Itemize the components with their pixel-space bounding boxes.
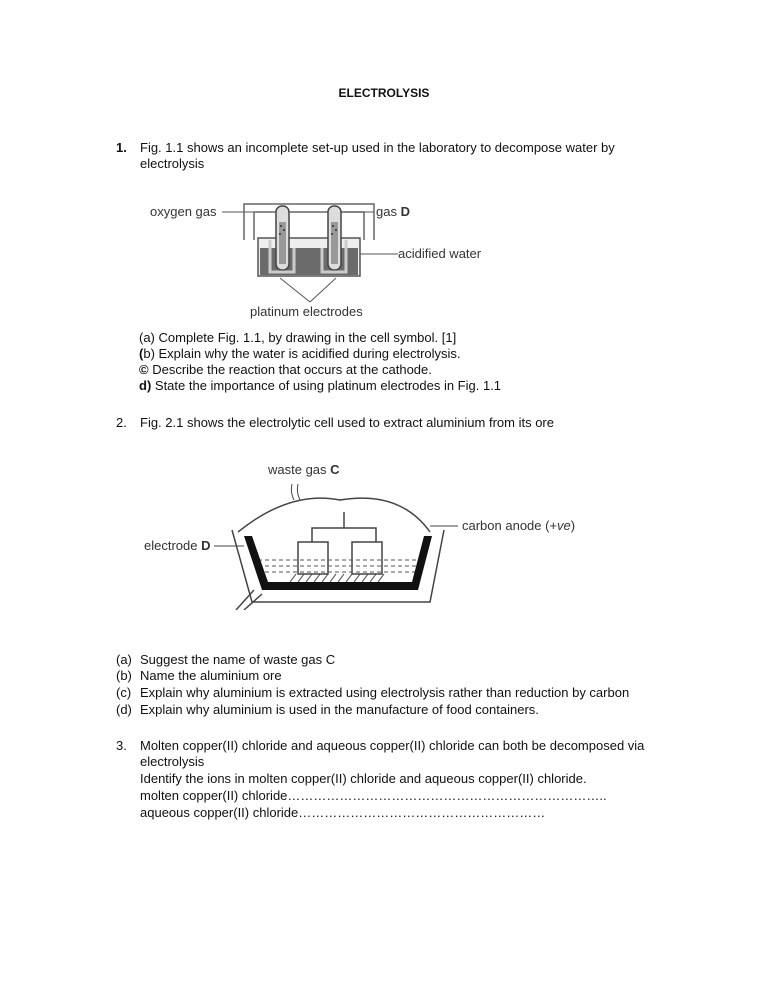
carbon-anode-2 [352, 542, 382, 574]
q1-part-a: (a) Complete Fig. 1.1, by drawing in the cell symbol. [1] [139, 330, 457, 345]
waste-gas-label: waste gas C [268, 462, 340, 477]
q3-number: 3. [116, 738, 127, 753]
q2-part-b-marker: (b) [116, 668, 132, 683]
q1-part-d: d) State the importance of using platinum electrodes in Fig. 1.1 [139, 378, 502, 393]
q2-part-a: Suggest the name of waste gas C [140, 652, 336, 667]
cell-lid [238, 498, 430, 532]
carbon-anode-1 [298, 542, 328, 574]
q2-part-a-marker: (a) [116, 652, 132, 667]
page-title: ELECTROLYSIS [338, 86, 430, 100]
electrode-d-label: electrode D [144, 538, 211, 553]
q2-number: 2. [116, 415, 127, 430]
q3-aqueous-answer-line: aqueous copper(II) chloride………………………………………………… [140, 805, 546, 820]
gas-d-label: gas D [376, 204, 410, 219]
figure-2-1 [140, 460, 600, 610]
q2-part-c: Explain why aluminium is extracted using electrolysis rather than reduction by carbon [140, 685, 630, 700]
q3-line1: Molten copper(II) chloride and aqueous copper(II) chloride can both be decomposed via [140, 738, 645, 753]
q1-part-c: © Describe the reaction that occurs at the cathode. [139, 362, 432, 377]
q3-line2: electrolysis [140, 754, 205, 769]
q2-part-d-marker: (d) [116, 702, 132, 717]
q1-number: 1. [116, 140, 127, 155]
q2-part-d: Explain why aluminium is used in the manufacture of food containers. [140, 702, 539, 717]
figure-1-1 [140, 192, 500, 322]
q1-part-b: (b) Explain why the water is acidified during electrolysis. [139, 346, 461, 361]
q3-molten-answer-line: molten copper(II) chloride……………………………………………………………….. [140, 788, 607, 803]
q2-part-c-marker: (c) [116, 685, 132, 700]
acidified-water-label: acidified water [398, 246, 482, 261]
oxygen-gas-label: oxygen gas [150, 204, 217, 219]
q2-part-b: Name the aluminium ore [140, 668, 282, 683]
q3-line3: Identify the ions in molten copper(II) chloride and aqueous copper(II) chloride. [140, 771, 587, 786]
q1-stem-line1: Fig. 1.1 shows an incomplete set-up used in the laboratory to decompose water by [140, 140, 615, 155]
q1-stem-line2: electrolysis [140, 156, 205, 171]
platinum-electrodes-label: platinum electrodes [250, 304, 363, 319]
carbon-anode-label: carbon anode (+ve) [462, 518, 576, 533]
q2-stem: Fig. 2.1 shows the electrolytic cell used to extract aluminium from its ore [140, 415, 554, 430]
